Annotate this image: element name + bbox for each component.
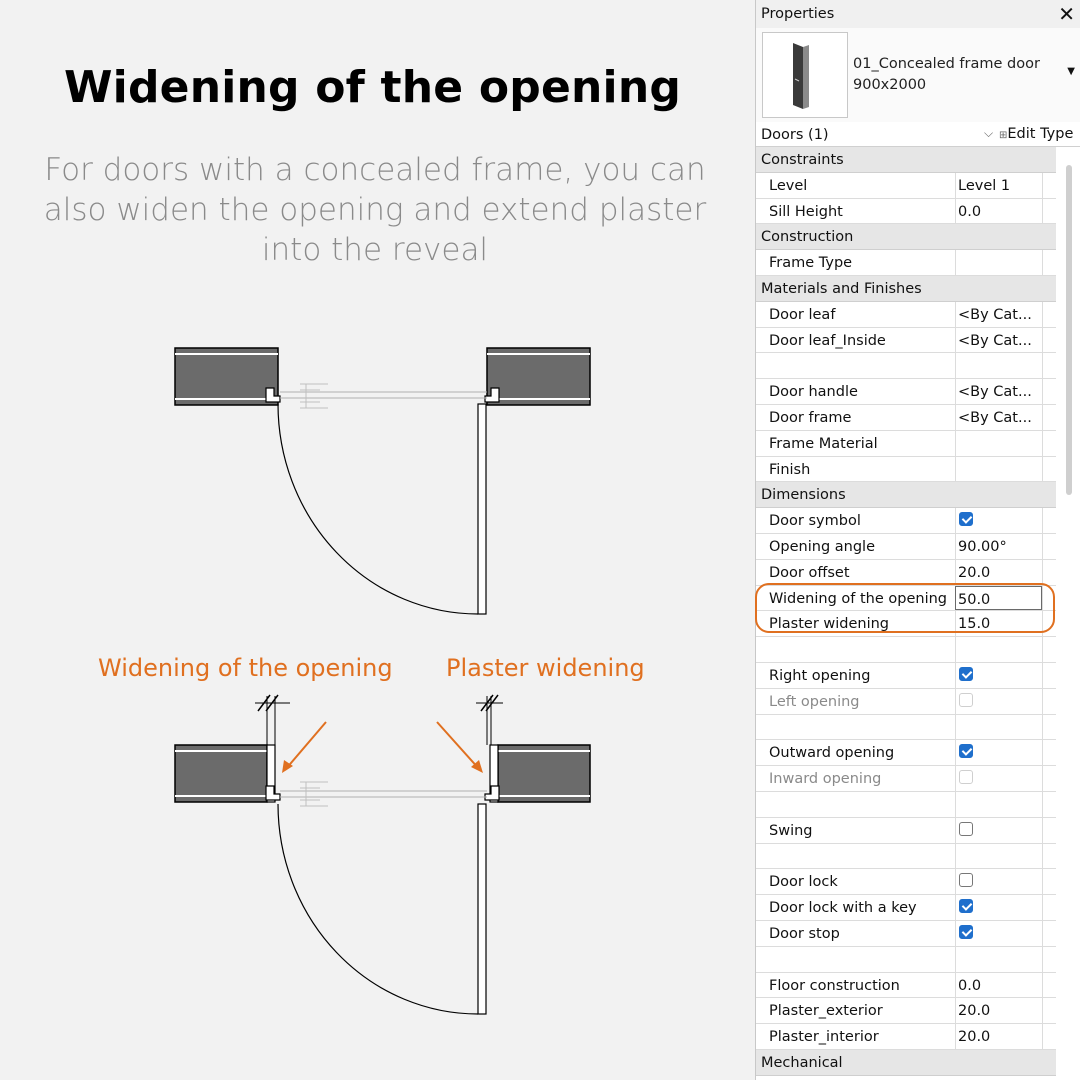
properties-title: Properties: [761, 6, 835, 22]
property-value[interactable]: 15.0: [955, 611, 1042, 636]
property-checkbox-cell[interactable]: [955, 508, 1042, 533]
property-value[interactable]: [955, 792, 1042, 817]
wall-left-widened: [175, 745, 267, 802]
properties-panel: [755, 0, 1080, 1080]
associate-parameter-button[interactable]: [1042, 534, 1056, 559]
property-category[interactable]: [756, 1050, 1056, 1076]
property-row: [756, 508, 1056, 534]
property-row: [756, 379, 1056, 405]
property-name: Left opening: [769, 693, 860, 710]
property-row: [756, 973, 1056, 999]
property-row: [756, 792, 1056, 818]
dropdown-caret-icon[interactable]: ▼: [1067, 66, 1075, 77]
associate-parameter-button[interactable]: [1042, 895, 1056, 920]
property-checkbox-cell[interactable]: [955, 766, 1042, 791]
property-name: Floor construction: [769, 977, 900, 994]
property-category[interactable]: [756, 276, 1056, 302]
associate-parameter-button[interactable]: [1042, 173, 1056, 198]
property-name: Mechanical: [761, 1054, 843, 1071]
properties-header: [756, 0, 1080, 28]
property-value[interactable]: <By Cat...: [955, 379, 1042, 404]
label-widening: Widening of the opening: [98, 654, 393, 682]
swing-arc: [278, 404, 478, 614]
property-value[interactable]: [955, 431, 1042, 456]
property-name: Door handle: [769, 384, 858, 401]
associate-parameter-button[interactable]: [1042, 740, 1056, 765]
associate-parameter-button[interactable]: [1042, 998, 1056, 1023]
property-value[interactable]: <By Cat...: [955, 405, 1042, 430]
property-category[interactable]: [756, 224, 1056, 250]
property-name: Swing: [769, 822, 813, 839]
associate-parameter-button[interactable]: [1042, 560, 1056, 585]
property-value[interactable]: [955, 250, 1042, 275]
property-name: Materials and Finishes: [761, 280, 922, 297]
associate-parameter-button[interactable]: [1042, 818, 1056, 843]
property-checkbox-cell[interactable]: [955, 740, 1042, 765]
associate-parameter-button[interactable]: [1042, 869, 1056, 894]
associate-parameter-button[interactable]: [1042, 663, 1056, 688]
property-checkbox-cell[interactable]: [955, 921, 1042, 946]
property-value[interactable]: 0.0: [955, 199, 1042, 224]
type-name-line2: 900x2000: [853, 77, 927, 93]
arrow-widening: [285, 722, 326, 770]
edit-type-label: Edit Type: [1007, 126, 1074, 142]
property-row: [756, 998, 1056, 1024]
type-selector[interactable]: [756, 28, 1080, 123]
page-subtitle: For doors with a concealed frame, you can also widen the opening and extend plaster into the reveal: [43, 152, 707, 268]
property-name: Level: [769, 177, 808, 194]
property-row: [756, 715, 1056, 741]
property-value[interactable]: [955, 457, 1042, 482]
checkbox[interactable]: [959, 899, 973, 913]
associate-parameter-button[interactable]: [1042, 199, 1056, 224]
associate-parameter-button[interactable]: [1042, 715, 1056, 740]
instance-filter-dropdown[interactable]: Doors (1): [761, 127, 829, 143]
checkbox: [959, 770, 973, 784]
associate-parameter-button[interactable]: [1042, 302, 1056, 327]
property-row: [756, 353, 1056, 379]
property-row: [756, 173, 1056, 199]
property-name: Right opening: [769, 667, 871, 684]
associate-parameter-button[interactable]: [1042, 457, 1056, 482]
property-name: Plaster_interior: [769, 1029, 879, 1046]
property-name: Sill Height: [769, 203, 843, 220]
type-name-line1: 01_Concealed frame door: [853, 56, 1040, 72]
checkbox[interactable]: [959, 873, 973, 887]
property-row: [756, 947, 1056, 973]
door-leaf: [478, 404, 486, 614]
door-plan-widened: [175, 695, 590, 1014]
edit-type-icon: ⊞: [999, 130, 1008, 141]
property-name: Frame Type: [769, 255, 853, 272]
property-category[interactable]: [756, 147, 1056, 173]
close-icon[interactable]: ✕: [1058, 2, 1075, 26]
property-name: Plaster widening: [769, 616, 890, 633]
property-name: Constraints: [761, 152, 844, 168]
property-row: [756, 895, 1056, 921]
property-name: Door stop: [769, 925, 840, 942]
property-row: [756, 405, 1056, 431]
type-name: [853, 54, 1040, 96]
property-value[interactable]: 90.00°: [955, 534, 1042, 559]
property-value[interactable]: [955, 353, 1042, 378]
property-name: Frame Material: [769, 435, 878, 452]
property-value[interactable]: 50.0: [955, 586, 1042, 611]
checkbox[interactable]: [959, 744, 973, 758]
property-name: Door lock with a key: [769, 900, 917, 917]
property-row: [756, 1024, 1056, 1050]
wall-left: [175, 348, 278, 405]
edit-type-button[interactable]: [999, 126, 1073, 142]
property-name: Door leaf_Inside: [769, 332, 886, 349]
property-value[interactable]: [955, 637, 1042, 662]
associate-parameter-button[interactable]: [1042, 379, 1056, 404]
property-checkbox-cell[interactable]: [955, 869, 1042, 894]
associate-parameter-button[interactable]: [1042, 766, 1056, 791]
associate-parameter-button[interactable]: [1042, 353, 1056, 378]
property-name: Inward opening: [769, 771, 882, 788]
property-value[interactable]: [955, 844, 1042, 869]
property-value[interactable]: [955, 715, 1042, 740]
associate-parameter-button[interactable]: [1042, 637, 1056, 662]
label-plaster: Plaster widening: [446, 654, 645, 682]
property-category[interactable]: [756, 482, 1056, 508]
property-row: [756, 431, 1056, 457]
property-row: [756, 328, 1056, 354]
highlight-outline: [755, 583, 1055, 633]
associate-parameter-button[interactable]: [1042, 405, 1056, 430]
property-row: [756, 199, 1056, 225]
property-row: [756, 534, 1056, 560]
checkbox: [959, 693, 973, 707]
checkbox[interactable]: [959, 822, 973, 836]
property-name: Door leaf: [769, 306, 836, 323]
associate-parameter-button[interactable]: [1042, 689, 1056, 714]
associate-parameter-button[interactable]: [1042, 844, 1056, 869]
property-name: Door lock: [769, 874, 838, 891]
checkbox[interactable]: [959, 512, 973, 526]
property-name: Opening angle: [769, 538, 875, 555]
property-row: [756, 869, 1056, 895]
property-value[interactable]: 20.0: [955, 1024, 1042, 1049]
property-row: [756, 637, 1056, 663]
property-name: Door symbol: [769, 513, 861, 530]
property-value[interactable]: <By Cat...: [955, 328, 1042, 353]
property-name: Widening of the opening: [769, 590, 947, 607]
property-checkbox-cell[interactable]: [955, 663, 1042, 688]
associate-parameter-button[interactable]: [1042, 328, 1056, 353]
associate-parameter-button[interactable]: [1042, 947, 1056, 972]
checkbox[interactable]: [959, 925, 973, 939]
door-plan-standard: [175, 348, 590, 614]
property-name: Plaster_exterior: [769, 1003, 883, 1020]
property-row: [756, 740, 1056, 766]
property-checkbox-cell[interactable]: [955, 689, 1042, 714]
property-row: [756, 818, 1056, 844]
checkbox[interactable]: [959, 667, 973, 681]
property-row: [756, 663, 1056, 689]
property-name: Finish: [769, 461, 811, 478]
instance-selector-row: [756, 122, 1080, 147]
property-row: [756, 560, 1056, 586]
page-title: Widening of the opening: [63, 62, 682, 113]
property-checkbox-cell[interactable]: [955, 895, 1042, 920]
wall-right-widened: [498, 745, 590, 802]
wall-right: [487, 348, 590, 405]
associate-parameter-button[interactable]: [1042, 792, 1056, 817]
property-row: [756, 250, 1056, 276]
property-row: [756, 766, 1056, 792]
property-value[interactable]: 20.0: [955, 560, 1042, 585]
property-value[interactable]: [955, 947, 1042, 972]
associate-parameter-button[interactable]: [1042, 250, 1056, 275]
associate-parameter-button[interactable]: [1042, 508, 1056, 533]
property-row: [756, 844, 1056, 870]
property-name: Outward opening: [769, 745, 895, 762]
property-name: Door offset: [769, 564, 850, 581]
property-row: [756, 302, 1056, 328]
associate-parameter-button[interactable]: [1042, 431, 1056, 456]
property-name: Door frame: [769, 409, 852, 426]
property-value[interactable]: 20.0: [955, 998, 1042, 1023]
associate-parameter-button[interactable]: [1042, 921, 1056, 946]
property-name: Dimensions: [761, 487, 846, 504]
associate-parameter-button[interactable]: [1042, 973, 1056, 998]
property-value[interactable]: <By Cat...: [955, 302, 1042, 327]
associate-parameter-button[interactable]: [1042, 1024, 1056, 1049]
property-row: [756, 921, 1056, 947]
property-row: [756, 689, 1056, 715]
property-row: [756, 457, 1056, 483]
chevron-down-icon[interactable]: ⌵: [984, 126, 994, 140]
door-thumbnail-icon: [762, 32, 848, 118]
arrow-plaster: [437, 722, 480, 770]
property-value[interactable]: 0.0: [955, 973, 1042, 998]
property-value[interactable]: Level 1: [955, 173, 1042, 198]
property-name: Construction: [761, 229, 854, 246]
scrollbar[interactable]: [1066, 165, 1072, 495]
property-checkbox-cell[interactable]: [955, 818, 1042, 843]
